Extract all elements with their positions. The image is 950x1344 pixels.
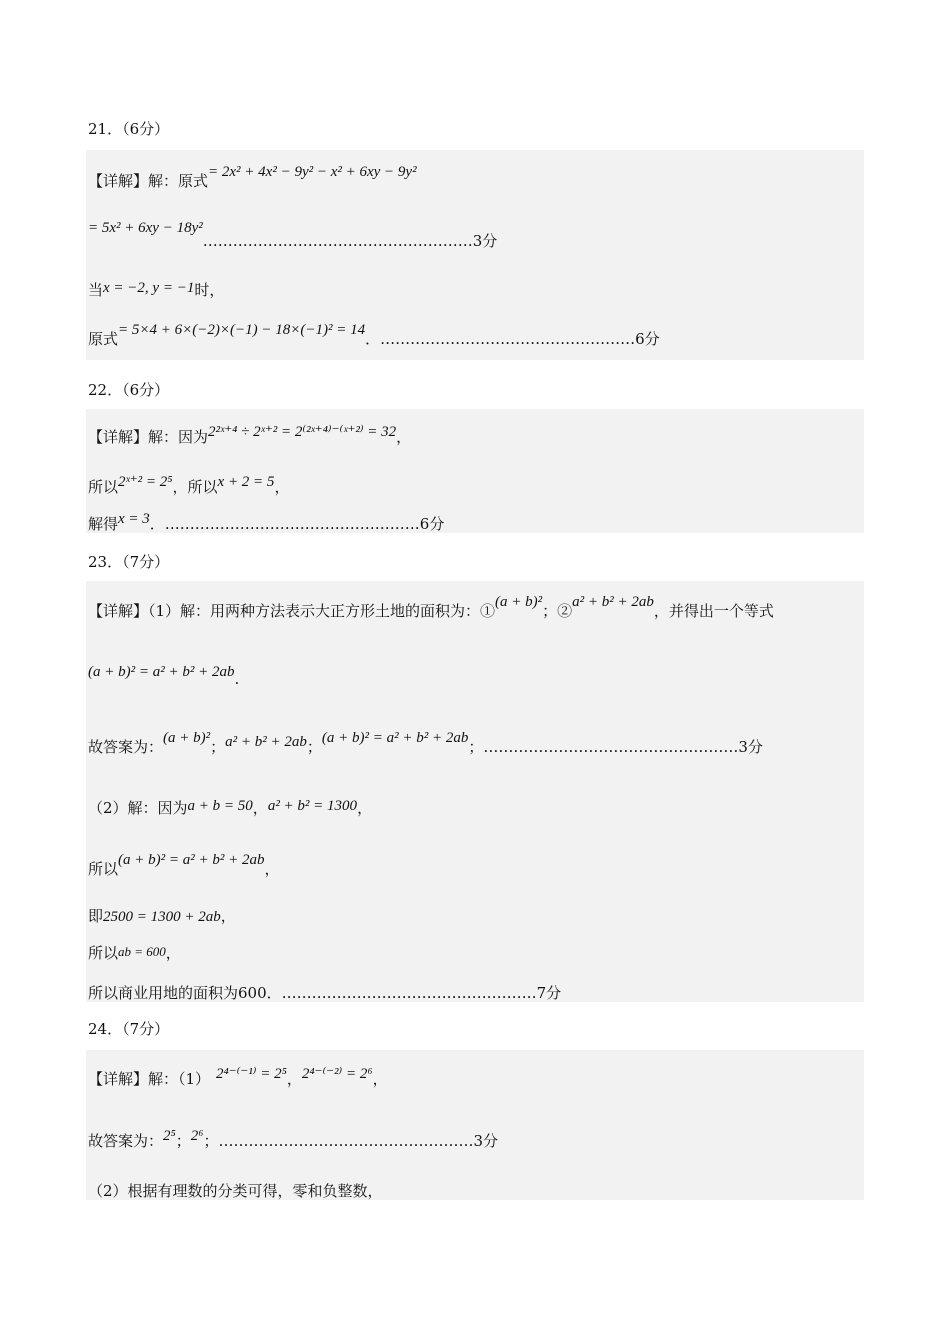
q23-line-7 [88,942,181,963]
q24-line-3: （2）根据有理数的分类可得，零和负整数， [88,1182,383,1200]
text: 故答案为： [88,738,164,756]
text: . [234,670,240,688]
math-expression: (a + b)² = a² + b² + 2ab [321,730,469,746]
q21-line-3 [88,279,224,300]
solution-label: 【详解】解：原式 [88,172,209,190]
score-dots: ；……………………………………………3分 [468,738,763,756]
q23-line-4 [88,797,372,818]
math-expression: = 5×4 + 6×(−2)×(−1) − 18×(−1)² = 14 [118,322,366,338]
math-expression: = 2x² + 4x² − 9y² − x² + 6xy − 9y² [208,164,417,180]
text: ， [165,944,181,962]
text: 故答案为： [88,1132,164,1150]
q21-line-4 [88,322,660,349]
q24-line-2 [88,1130,498,1151]
text: ， [396,428,412,446]
text: 所以 [88,478,119,496]
question-24-title: 24．（7分） [88,1020,170,1038]
text: ， [274,478,290,496]
q24-line-1 [88,1068,388,1089]
q22-line-1 [88,426,411,447]
math-expression: 2²ˣ⁺⁴ ÷ 2ˣ⁺² = 2⁽²ˣ⁺⁴⁾⁻⁽ˣ⁺²⁾ = 32 [208,424,397,440]
q23-line-6 [88,905,236,926]
text: 原式 [88,330,119,348]
solution-label: 【详解】解：（1） [88,1070,211,1088]
math-expression: 2⁴⁻⁽⁻²⁾ = 2⁶ [301,1066,373,1082]
math-expression: a² + b² + 2ab [225,734,307,750]
score-dots: ………………………………………………3分 [202,232,498,250]
text: 当 [88,281,104,299]
text: ， [357,799,373,817]
text: ， [252,799,268,817]
math-expression: x = 3 [118,511,150,527]
q23-line-8: 所以商业用地的面积为600．……………………………………………7分 [88,984,562,1002]
text: 解得 [88,515,119,533]
text: ， [286,1070,302,1088]
score-dots: ．……………………………………………6分 [149,515,445,533]
q23-line-1 [88,594,774,621]
text: 即 [88,907,104,925]
text: ， [220,907,236,925]
q23-line-2 [88,662,240,688]
math-expression: a + b = 50 [187,798,253,814]
math-expression: = 5x² + 6xy − 18y² [88,220,203,236]
question-23-solution-box [86,581,864,1002]
math-expression: 2⁶ [190,1128,204,1144]
q22-line-2 [88,476,289,497]
text: ； [210,738,226,756]
text: 所以 [88,944,119,962]
q21-line-2 [88,216,498,250]
math-expression: x = −2, y = −1 [103,280,195,296]
text: ， [264,860,280,878]
text: ，并得出一个等式 [653,602,774,620]
text: ； [306,738,322,756]
text: 所以 [88,860,119,878]
question-22-title: 22．（6分） [88,381,170,399]
math-expression: x + 2 = 5 [217,474,275,490]
math-expression: ab = 600 [118,944,166,959]
math-expression: 2⁴⁻⁽⁻¹⁾ = 2⁵ [216,1066,287,1082]
text: ， [372,1070,388,1088]
q23-line-3 [88,730,763,757]
math-expression: 2⁵ [163,1128,176,1144]
question-21-title: 21．（6分） [88,120,170,138]
q21-line-1 [88,164,417,191]
solution-label: 【详解】解：因为 [88,428,209,446]
text: ，所以 [172,478,218,496]
text: （2）解：因为 [88,799,188,817]
solution-label: 【详解】（1）解：用两种方法表示大正方形土地的面积为：① [88,602,496,620]
math-expression: a² + b² = 1300 [267,798,358,814]
text: 时， [194,281,225,299]
math-expression: 2500 = 1300 + 2ab [103,909,221,925]
q23-line-5 [88,852,280,879]
text: ；② [542,602,573,620]
math-expression: a² + b² + 2ab [572,594,654,610]
question-23-title: 23．（7分） [88,553,170,571]
math-expression: (a + b)² [163,730,211,746]
score-dots: ；……………………………………………3分 [203,1132,499,1150]
q22-line-3 [88,513,444,534]
math-expression: (a + b)² [495,594,543,610]
math-expression: 2ˣ⁺² = 2⁵ [118,474,173,490]
math-expression: (a + b)² = a² + b² + 2ab [118,852,265,868]
math-expression: (a + b)² = a² + b² + 2ab [88,664,235,680]
text: ； [175,1132,191,1150]
score-dots: ．……………………………………………6分 [365,330,660,348]
